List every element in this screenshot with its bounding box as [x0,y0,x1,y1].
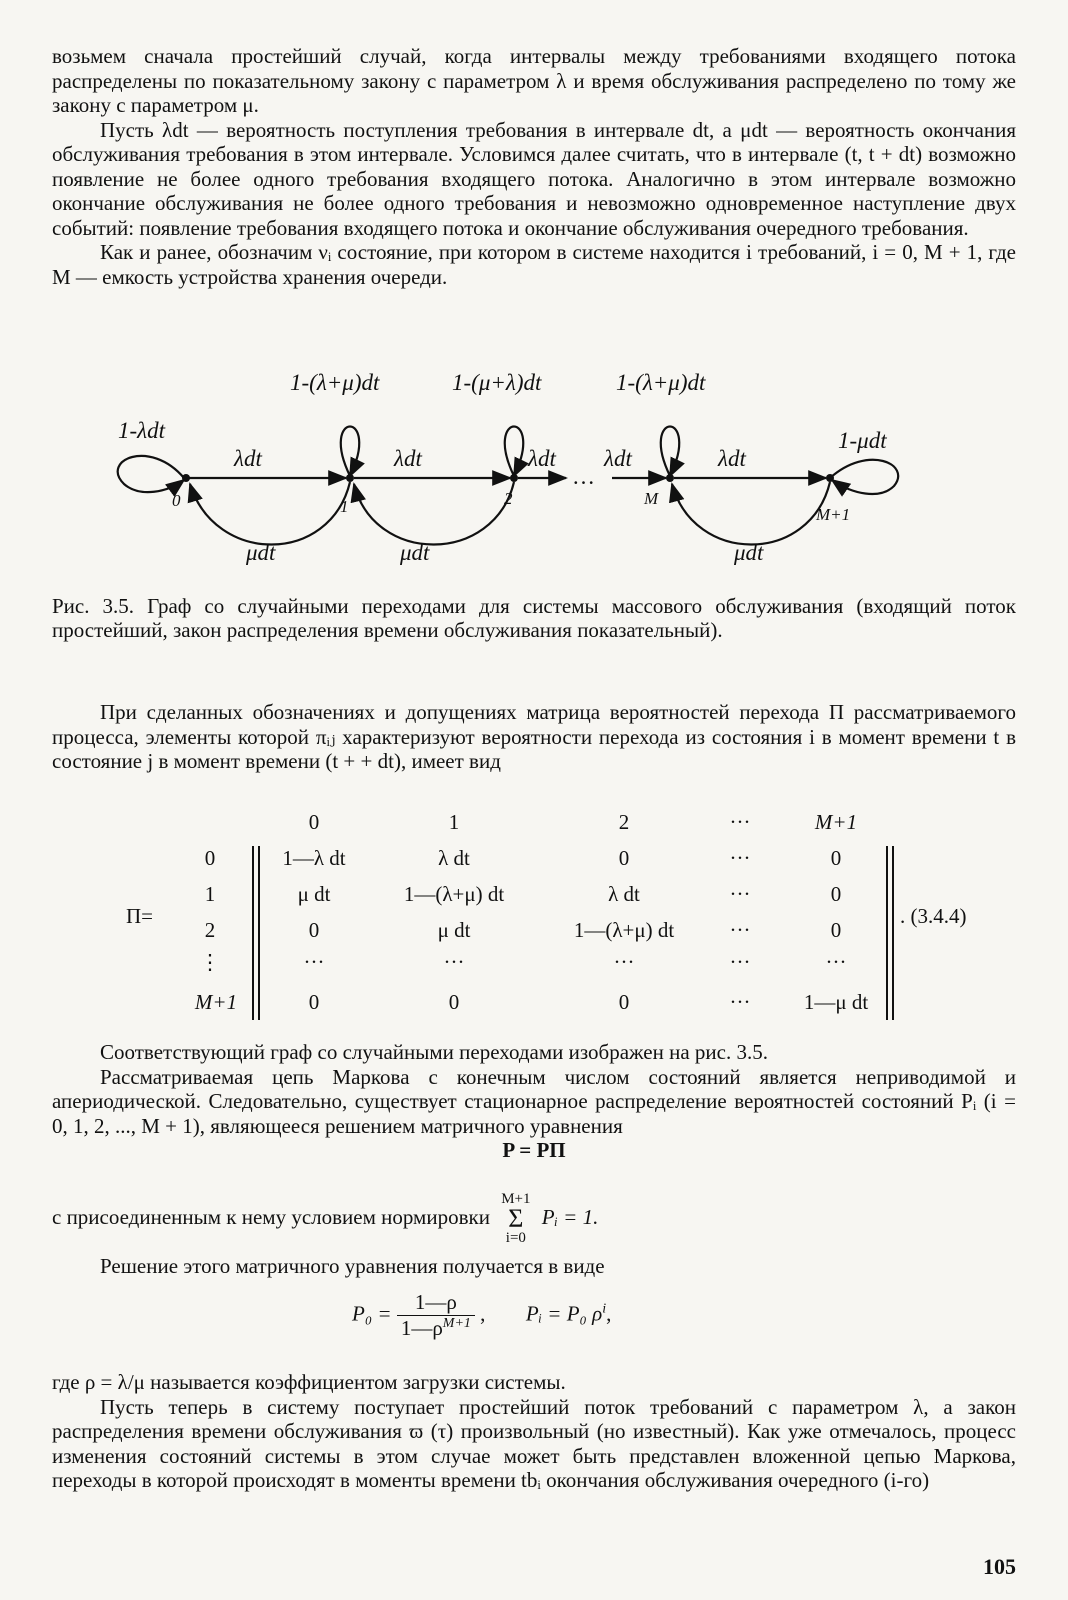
text-top [52,44,1016,289]
loop-1 [341,427,359,477]
loop-label-1: 1-(λ+μ)dt [290,370,380,395]
paragraph-3: Как и ранее, обозначим νᵢ состояние, при котором в системе находится i требований, i = 0, M + 1, где M — емкость устройства хранения очереди. [52,240,1016,289]
forward-label-1: λdt [234,446,262,471]
solution-formula: P₀ = $\frac{1—\rho}{1—\rho^{M+1}}$ , Pᵢ = P₀ $\rho^i$, [352,1290,612,1340]
node-label-2: 2 [504,489,513,508]
paragraph-1: возьмем сначала простейший случай, когда интервалы между требованиями входящего потока распределены по показательному закону с параметром λ и время обслуживания распределено по тому же закону с параметром μ. [52,44,1016,117]
text-middle [52,1040,1016,1163]
normalization: с присоединенным к нему условием нормировки M+1 Σ i=0 Pᵢ = 1. [52,1191,599,1246]
node-label-M: M [644,489,659,508]
equation-p: P = PП [502,1138,566,1162]
loop-label-3: 1-(λ+μ)dt [616,370,706,395]
forward-label-3: λdt [528,446,556,471]
node-label-1: 1 [340,497,349,516]
loop-0 [118,456,184,492]
edge-2-1 [354,482,514,545]
backward-label-3: μdt [734,540,764,565]
forward-label-5: λdt [718,446,746,471]
text-solution-intro [52,1254,1016,1279]
paragraph-5: Соответствующий граф со случайными переходами изображен на рис. 3.5. [100,1040,768,1064]
dots-label: … [572,464,595,489]
text-bottom [52,1370,1016,1493]
forward-label-4: λdt [604,446,632,471]
node-label-M1: M+1 [816,505,851,524]
text-matrix-intro [52,700,1016,774]
loop-label-2: 1-(μ+λ)dt [452,370,542,395]
node-label-0: 0 [172,491,181,510]
page: возьмем сначала простейший случай, когда интервалы между требованиями входящего потока распределены по показательному закону с параметром λ и время обслуживания распределено по тому же закону с параметром μ. Пусть λdt — вероятность поступления требования в интервале dt, а μdt — вероятность окончания обслуживания требования в этом интервале. Условимся далее считать, что в интервале (t, t + dt) возможно появление не более одного требования входящего потока. Аналогично в этом интервале возможно окончание обслуживания не более одного требования и невозможно одновременное наступление двух событий: появление требования входящего потока и окончание обслуживания очередного требования. Как и ранее, обозначим νᵢ состояние, при котором в системе находится i требований, i = 0, M + 1, где M — емкость устройства хранения очереди. 1-(λ+μ)dt 1-(μ+λ)dt 1-(λ+μ)dt 1-λdt 1-μdt λdt λdt λdt λdt λdt … μdt μdt μdt 0 1 2 M M+1 Рис. 3.5. Граф со случайными переходами для системы массового обслуживания (входящий поток простейший, закон распределения времени обслуживания показательный). При сделанных обозначениях и допущениях матрица вероятностей перехода П рассматриваемого процесса, элементы которой πᵢⱼ характеризуют вероятности перехода из состояния i в момент времени t в состояние j в момент времени (t + + dt), имеет вид П= 0 1 2 ··· M+1 0 1 2 ⋮ M+1 1—λ dt λ dt 0 ··· 0 μ dt 1—(λ+μ) dt λ dt ··· 0 0 μ dt 1—(λ+μ) dt ··· 0 ··· ··· ··· ··· ··· 0 0 0 ··· 1—μ dt . (3.4.4) Соответствующий граф со случайными переходами изображен на рис. 3.5. Рассматриваемая цепь Маркова с конечным числом состояний является неприводимой и апериодической. Следовательно, существует стационарное распределение вероятностей состояний Pᵢ (i = 0, 1, 2, ..., M + 1), являющееся решением матричного уравнения P = PП с присоединенным к нему условием нормировки M+1 Σ i=0 Pᵢ = 1. Решение этого матричного уравнения получается в виде P₀ = $\frac{1—\rho}{1—\rho^{M+1}}$ , Pᵢ = P₀ $\rho^i$, где ρ = λ/μ называется коэффициентом загрузки системы. Пусть теперь в систему поступает простейший поток требований с параметром λ, а закон распределения времени обслуживания ϖ (τ) произвольный (но известный). Как уже отмечалось, процесс изменения состояний системы в этом случае может быть представлен вложенной цепью Маркова, переходы в которой происходят в моменты времени tbᵢ окончания обслуживания очередного (i-го) 105 [0,0,1068,1600]
markov-graph [0,360,1068,590]
paragraph-8: где ρ = λ/μ называется коэффициентом загрузки системы. [52,1370,566,1394]
loop-M [661,427,679,477]
forward-label-2: λdt [394,446,422,471]
loop-M1 [830,460,898,494]
edge-M1-M [672,482,830,545]
paragraph-4: При сделанных обозначениях и допущениях матрица вероятностей перехода П рассматриваемого процесса, элементы которой πᵢⱼ характеризуют вероятности перехода из состояния i в момент времени t в состояние j в момент времени (t + + dt), имеет вид [52,700,1016,773]
figure-caption: Рис. 3.5. Граф со случайными переходами для системы массового обслуживания (входящий поток простейший, закон распределения времени обслуживания показательный). [52,594,1016,642]
paragraph-6: Рассматриваемая цепь Маркова с конечным числом состояний является неприводимой и апериодической. Следовательно, существует стационарное распределение вероятностей состояний Pᵢ (i = 0, 1, 2, ..., M + 1), являющееся решением матричного уравнения [52,1064,1016,1138]
edge-1-0 [190,482,350,545]
loop-label-M1: 1-μdt [838,428,887,453]
backward-label-1: μdt [246,540,276,565]
loop-2 [505,427,523,477]
loop-label-0: 1-λdt [118,418,166,443]
backward-label-2: μdt [400,540,430,565]
paragraph-2: Пусть λdt — вероятность поступления требования в интервале dt, а μdt — вероятность окончания обслуживания требования в этом интервале. Условимся далее считать, что в интервале (t, t + dt) возможно появление не более одного требования входящего потока. Аналогично в этом интервале возможно окончание обслуживания не более одного требования и невозможно одновременное наступление двух событий: появление требования входящего потока и окончание обслуживания очередного требования. [52,117,1016,240]
paragraph-7: Решение этого матричного уравнения получается в виде [100,1254,605,1278]
page-number: 105 [983,1554,1016,1579]
paragraph-9: Пусть теперь в систему поступает простейший поток требований с параметром λ, а закон распределения времени обслуживания ϖ (τ) произвольный (но известный). Как уже отмечалось, процесс изменения состояний системы в этом случае может быть представлен вложенной цепью Маркова, переходы в которой происходят в моменты времени tbᵢ окончания обслуживания очередного (i-го) [52,1394,1016,1492]
